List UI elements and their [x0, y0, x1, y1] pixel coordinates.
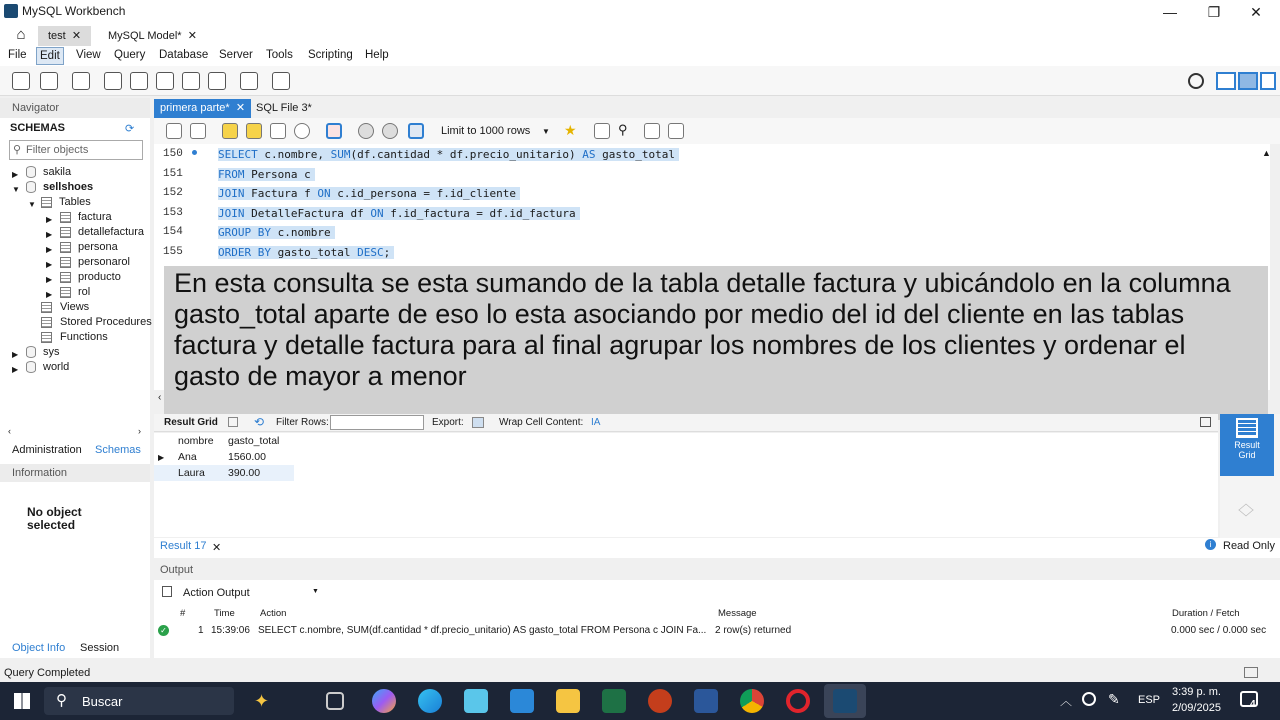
search-icon: ⚲ [13, 144, 22, 156]
opera-icon[interactable] [786, 689, 810, 713]
success-check-icon: ✓ [158, 625, 169, 636]
stop-icon[interactable] [294, 123, 310, 139]
line-number: 152 [163, 187, 183, 200]
refresh-icon[interactable]: ⟲ [254, 415, 265, 429]
restore-button[interactable]: ❐ [1207, 4, 1221, 20]
sql-keyword: JOIN [218, 206, 245, 220]
table-icon [60, 287, 71, 298]
result-tab-bar [154, 538, 1280, 558]
sql-keyword: ON [370, 206, 384, 220]
chevron-down-icon[interactable]: ▼ [12, 185, 20, 194]
database-icon [26, 166, 36, 178]
table-name: rol [78, 286, 91, 298]
close-icon[interactable]: ✕ [187, 30, 197, 42]
notes-app-icon[interactable] [464, 689, 488, 713]
output-action: SELECT c.nombre, SUM(df.cantidad * df.precio_unitario) AS gasto_total FROM Persona c JOIN Fa... [258, 625, 707, 636]
word-icon[interactable] [694, 689, 718, 713]
sql-keyword: ORDER BY [218, 246, 271, 259]
column-header[interactable]: nombre [178, 435, 214, 447]
chevron-right-icon[interactable]: ▶ [46, 245, 53, 254]
rollback-icon[interactable] [382, 123, 398, 139]
scroll-chevrons-icon[interactable]: ︿ ﹀ [1238, 496, 1255, 527]
toggle-secondary-sidebar-icon[interactable] [1260, 72, 1276, 90]
schema-name: sellshoes [43, 181, 94, 193]
database-icon [26, 181, 36, 193]
create-procedure-icon[interactable] [182, 72, 200, 90]
code-line[interactable] [218, 148, 679, 161]
sql-text: Factura f [244, 187, 318, 201]
menu-help[interactable]: Help [365, 49, 389, 61]
notifications-icon[interactable] [1240, 691, 1258, 710]
row-marker [154, 465, 174, 481]
output-row[interactable] [154, 624, 1280, 640]
table-name: persona [78, 241, 118, 253]
schema-sys[interactable] [10, 345, 150, 360]
menu-database[interactable]: Database [159, 49, 209, 61]
create-table-icon[interactable] [130, 72, 148, 90]
calculator-icon[interactable] [510, 689, 534, 713]
information-header: Information [0, 464, 150, 482]
chrome-icon[interactable] [740, 689, 764, 713]
stored-procedures-folder[interactable] [41, 315, 150, 330]
chevron-right-icon[interactable]: ▶ [46, 275, 53, 284]
menu-server[interactable]: Server [219, 49, 253, 61]
code-line[interactable] [218, 246, 394, 259]
chevron-up-icon[interactable]: ︿ [1060, 694, 1073, 708]
scroll-left-icon[interactable]: ‹ [8, 426, 11, 436]
info-icon: i [1205, 539, 1216, 550]
output-num: 1 [198, 625, 204, 636]
selector-label: Action Output [183, 587, 250, 599]
row-marker-header [154, 433, 174, 449]
line-number: 154 [163, 226, 183, 239]
create-view-icon[interactable] [156, 72, 174, 90]
output-message: 2 row(s) returned [715, 625, 792, 636]
limit-rows-select[interactable] [438, 123, 552, 140]
tab-label: SQL File 3* [256, 102, 312, 114]
explain-icon[interactable] [270, 123, 286, 139]
result-grid-button[interactable] [1220, 414, 1274, 476]
sql-keyword: ON [317, 187, 331, 201]
sql-toolbar [154, 118, 1280, 144]
tables-folder[interactable] [26, 195, 150, 210]
schema-world[interactable] [10, 360, 150, 375]
invisible-chars-icon[interactable] [644, 123, 660, 139]
tab-administration[interactable]: Administration [12, 444, 82, 456]
sql-text: c.nombre [270, 226, 331, 240]
output-header [154, 562, 1280, 578]
menu-file[interactable]: File [8, 49, 27, 61]
create-schema-icon[interactable] [104, 72, 122, 90]
table-icon [60, 272, 71, 283]
title-bar [0, 0, 1280, 24]
read-only-label: Read Only [1223, 540, 1275, 552]
schema-name: sakila [43, 166, 72, 178]
column-header: Message [718, 608, 757, 619]
column-header: Action [260, 608, 287, 619]
chevron-right-icon[interactable]: ▶ [12, 170, 19, 179]
tables-folder-icon [41, 197, 52, 208]
chevron-down-icon[interactable]: ▼ [28, 200, 36, 209]
column-header: Time [214, 608, 235, 619]
sql-keyword: JOIN [218, 187, 245, 201]
wrap-lines-icon[interactable] [668, 123, 684, 139]
chevron-right-icon[interactable]: ▶ [46, 290, 53, 299]
line-number: 151 [163, 167, 183, 180]
status-bar [0, 664, 1280, 682]
sql-keyword: AS [582, 148, 596, 161]
table-cell[interactable]: Laura [178, 467, 205, 479]
task-view-icon[interactable] [326, 692, 344, 710]
tab-mysql-model[interactable] [98, 26, 207, 46]
window-title: MySQL Workbench [22, 4, 126, 18]
table-cell[interactable]: 390.00 [228, 467, 261, 479]
file-explorer-icon[interactable] [556, 689, 580, 713]
output-title: Output [160, 564, 194, 576]
tab-label: primera parte* [160, 102, 230, 114]
close-window-button[interactable]: ✕ [1250, 4, 1262, 20]
editor-tab-bar [154, 98, 1280, 118]
toggle-output-icon[interactable] [1238, 72, 1258, 90]
schemas-label: SCHEMAS [10, 122, 66, 134]
wrap-cell-icon[interactable]: IA [591, 417, 601, 428]
mysql-workbench-taskbar-button[interactable] [824, 684, 866, 718]
schema-sellshoes[interactable] [10, 180, 150, 195]
result-grid-label[interactable]: Result Grid [164, 417, 218, 428]
database-icon [26, 361, 36, 373]
result-grid-label-1: Result [1234, 440, 1260, 450]
minimize-button[interactable]: — [1163, 4, 1177, 20]
row-pointer-icon: ▶ [158, 452, 165, 462]
table-icon [60, 212, 71, 223]
find-icon[interactable]: ⚲ [618, 122, 628, 137]
filter-placeholder: Filter objects [26, 144, 89, 156]
column-header: Duration / Fetch [1172, 608, 1240, 619]
table-item[interactable] [44, 210, 150, 225]
sql-text: gasto_total [595, 148, 676, 161]
menu-query[interactable]: Query [114, 49, 146, 61]
sql-keyword: SELECT [218, 148, 258, 161]
info-tabs [0, 638, 150, 658]
scroll-left-icon[interactable]: ‹ [158, 392, 162, 403]
menu-edit[interactable]: Edit [36, 47, 64, 65]
filter-rows-input[interactable] [330, 415, 424, 430]
network-icon[interactable] [1082, 692, 1096, 706]
no-object-selected: No object selected [27, 505, 82, 532]
table-cell[interactable]: Ana [178, 451, 197, 463]
home-icon[interactable]: ⌂ [16, 26, 26, 43]
tab-object-info[interactable]: Object Info [12, 642, 66, 654]
menu-bar [0, 46, 1280, 66]
chevron-right-icon[interactable]: ▶ [46, 260, 53, 269]
filter-rows-label: Filter Rows: [276, 417, 329, 428]
scroll-right-icon[interactable]: › [138, 426, 141, 436]
export-icon[interactable] [472, 417, 484, 428]
functions-label: Functions [60, 331, 108, 343]
powerpoint-icon[interactable] [648, 689, 672, 713]
menu-view[interactable]: View [76, 49, 101, 61]
chevron-down-icon: ▼ [312, 588, 319, 595]
navigator-panel [0, 98, 150, 658]
execute-icon[interactable] [222, 123, 238, 139]
table-item[interactable] [44, 240, 150, 255]
database-icon [26, 346, 36, 358]
workbench-icon [833, 689, 857, 713]
language-indicator[interactable]: ESP [1138, 694, 1161, 706]
column-header[interactable]: gasto_total [228, 435, 280, 447]
tables-label: Tables [59, 196, 91, 208]
chevron-right-icon[interactable]: ▶ [12, 365, 19, 374]
beautify-icon[interactable] [594, 123, 610, 139]
table-icon [60, 242, 71, 253]
clock-time[interactable]: 3:39 p. m. [1172, 686, 1221, 698]
views-folder[interactable] [41, 300, 150, 315]
line-number: 150 [163, 148, 183, 160]
close-icon[interactable]: ✕ [212, 542, 222, 554]
clock-date[interactable]: 2/09/2025 [1172, 702, 1221, 714]
result-grid-label-2: Grid [1238, 450, 1256, 460]
copy-icon[interactable] [162, 586, 172, 597]
bookmark-star-icon[interactable]: ★ [564, 122, 577, 138]
output-duration: 0.000 sec / 0.000 sec [1171, 625, 1267, 636]
table-item[interactable] [44, 255, 150, 270]
table-name: producto [78, 271, 121, 283]
status-text: Query Completed [4, 667, 91, 679]
views-folder-icon [41, 302, 52, 313]
code-line[interactable] [218, 226, 335, 239]
refresh-icon[interactable]: ⟳ [125, 123, 135, 135]
pen-icon[interactable]: ✎ [1108, 691, 1120, 707]
commit-icon[interactable] [358, 123, 374, 139]
sql-keyword: GROUP BY [218, 226, 271, 240]
sql-keyword: DESC [357, 246, 384, 259]
sql-text: f.id_factura = df.id_factura [383, 206, 576, 220]
workbench-logo-icon [4, 4, 18, 18]
tab-schemas[interactable]: Schemas [90, 442, 146, 458]
tab-label: MySQL Model* [108, 30, 182, 42]
functions-folder-icon [41, 332, 52, 343]
save-icon[interactable] [190, 123, 206, 139]
grid-icon [1236, 418, 1258, 438]
output-header-row [154, 606, 1280, 622]
table-item[interactable] [44, 270, 150, 285]
sql-text: ; [383, 246, 391, 259]
action-output-select[interactable] [178, 584, 322, 601]
export-label: Export: [432, 417, 464, 428]
schema-sakila[interactable] [10, 165, 150, 180]
main-toolbar [0, 66, 1280, 96]
sql-text: c.nombre, [257, 148, 331, 161]
wrap-content-label: Wrap Cell Content: [499, 417, 584, 428]
open-sql-script-icon[interactable] [40, 72, 58, 90]
edge-browser-icon[interactable] [418, 689, 442, 713]
procedures-label: Stored Procedures [60, 316, 152, 328]
reconnect-icon[interactable] [272, 72, 290, 90]
autocommit-icon[interactable] [408, 123, 424, 139]
tab-label: test [48, 30, 66, 42]
sql-text: gasto_total [270, 246, 358, 259]
settings-gear-icon[interactable] [1188, 73, 1204, 89]
table-cell[interactable]: 1560.00 [228, 451, 266, 463]
search-icon: ⚲ [56, 692, 67, 709]
annotation-overlay: En esta consulta se esta sumando de la tabla detalle factura y ubicándolo en la columna gasto_total aparte de eso lo esta asociando por medio del id del cliente en las tablas factura y detalle factura para al final agrupar los nombres de los clientes y ordenar el gasto de mayor a menor [164, 266, 1268, 420]
table-name: personarol [78, 256, 130, 268]
chevron-right-icon[interactable]: ▶ [46, 230, 53, 239]
sql-text: c.id_persona = f.id_cliente [330, 187, 517, 201]
windows-taskbar [0, 682, 1280, 720]
navigator-tabs [0, 440, 150, 460]
table-row[interactable] [154, 465, 294, 481]
chevron-right-icon[interactable]: ▶ [46, 215, 53, 224]
close-icon[interactable]: ✕ [71, 30, 82, 42]
menu-scripting[interactable]: Scripting [308, 49, 353, 61]
statement-marker-icon [192, 150, 197, 155]
chevron-down-icon: ▼ [542, 127, 550, 136]
result-toolbar [154, 414, 1218, 432]
sql-keyword: FROM [218, 167, 245, 181]
search-box[interactable] [44, 687, 234, 715]
code-line[interactable] [218, 187, 520, 200]
search-table-data-icon[interactable] [240, 72, 258, 90]
column-header: # [180, 608, 186, 619]
schema-name: sys [43, 346, 60, 358]
functions-folder[interactable] [41, 330, 150, 345]
toggle-sidebar-icon[interactable] [1216, 72, 1236, 90]
line-number: 153 [163, 206, 183, 219]
limit-label: Limit to 1000 rows [441, 125, 531, 137]
filter-objects-input[interactable] [9, 140, 143, 160]
grid-view-icon[interactable] [228, 417, 238, 427]
result-side-panel [1220, 414, 1280, 538]
code-line[interactable] [218, 207, 580, 220]
scroll-up-icon[interactable]: ▲ [1262, 148, 1271, 158]
tab-sql-file-3[interactable] [250, 99, 318, 118]
schema-name: world [43, 361, 70, 373]
table-item[interactable] [44, 225, 150, 240]
tab-primera-parte[interactable] [154, 99, 251, 118]
connection-tab-bar [0, 24, 1280, 46]
copilot-sparkle-icon[interactable]: ✦ [254, 691, 270, 711]
windows-start-icon[interactable] [14, 693, 30, 709]
procedures-folder-icon [41, 317, 52, 328]
panel-toggle-icon[interactable] [1200, 417, 1211, 427]
table-name: factura [78, 211, 112, 223]
excel-icon[interactable] [602, 689, 626, 713]
chevron-right-icon[interactable]: ▶ [12, 350, 19, 359]
execute-current-icon[interactable] [246, 123, 262, 139]
menu-tools[interactable]: Tools [266, 49, 293, 61]
table-item[interactable] [44, 285, 150, 300]
table-icon [60, 257, 71, 268]
close-icon[interactable]: ✕ [235, 102, 246, 114]
toggle-error-icon[interactable] [326, 123, 342, 139]
copilot-icon[interactable] [372, 689, 396, 713]
table-name: detallefactura [78, 226, 145, 238]
new-sql-tab-icon[interactable] [12, 72, 30, 90]
navigator-header: Navigator [0, 98, 150, 118]
tab-test[interactable] [38, 26, 91, 46]
sql-keyword: SUM [330, 148, 351, 161]
sql-text: (df.cantidad * df.precio_unitario) [350, 148, 583, 161]
table-icon [60, 227, 71, 238]
tab-result-17[interactable]: Result 17 [160, 540, 207, 552]
output-time: 15:39:06 [211, 625, 250, 636]
output-panel [154, 580, 1280, 658]
views-label: Views [60, 301, 90, 313]
code-line[interactable] [218, 168, 315, 181]
table-row[interactable] [154, 449, 294, 465]
status-panel-icon[interactable] [1244, 667, 1258, 678]
create-function-icon[interactable] [208, 72, 226, 90]
open-file-icon[interactable] [166, 123, 182, 139]
sql-text: DetalleFactura df [244, 206, 371, 220]
line-number: 155 [163, 246, 183, 258]
notification-count: 4 [1250, 699, 1256, 710]
tab-session[interactable]: Session [80, 642, 120, 654]
result-grid[interactable] [154, 433, 1218, 537]
inspector-icon[interactable] [72, 72, 90, 90]
search-label: Buscar [82, 694, 123, 709]
grid-header-row [154, 433, 294, 449]
sql-text: Persona c [244, 167, 311, 181]
